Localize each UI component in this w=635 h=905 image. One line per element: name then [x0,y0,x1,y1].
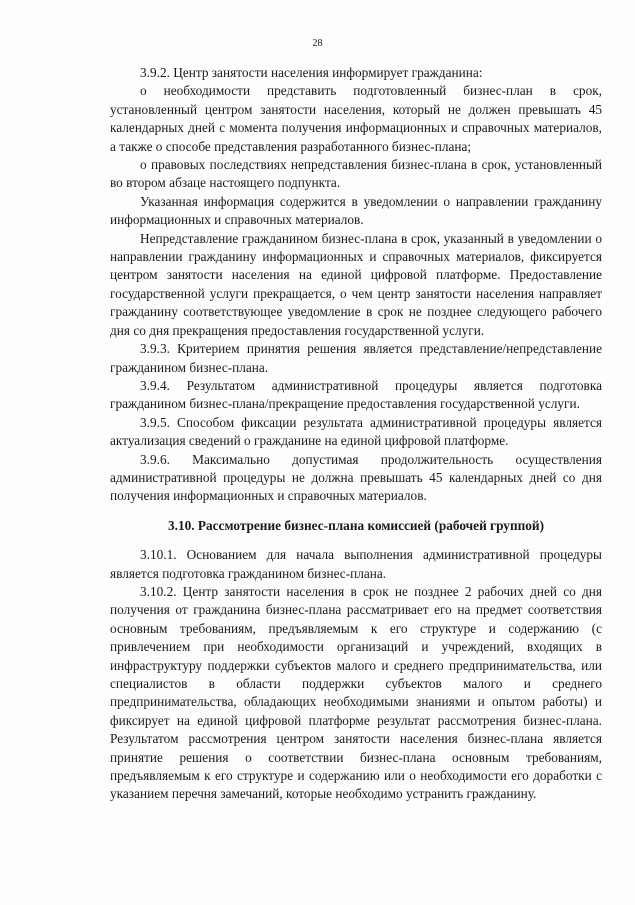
paragraph-3-9-3: 3.9.3. Критерием принятия решения является представление/непредставление гражданином бизнес-плана. [110,341,602,375]
paragraph-3-9-2-notice: Указанная информация содержится в уведомлении о направлении гражданину информационных и справочных материалов. [110,193,602,228]
paragraph-3-9-2-intro: 3.9.2. Центр занятости населения информирует гражданина: [140,65,483,80]
paragraph-3-10-1: 3.10.1. Основанием для начала выполнения административной процедуры является подготовка гражданином бизнес-плана. [110,547,602,581]
paragraph-3-10-2: 3.10.2. Центр занятости населения в срок не позднее 2 рабочих дней со дня получения от гражданина бизнес-плана рассматривает его на предмет соответствия основным требованиям, предъявляемым к его структуре и содержанию (с привлечением при необходимости организаций и учреждений, входящих в инфраструктуру поддержки субъектов малого и среднего предпринимательства, или специалистов в области поддержки субъектов малого и среднего предпринимательства, обладающих необходимыми знаниями и опытом работы) и фиксирует на единой цифровой платформе результат рассмотрения бизнес-плана. Результатом рассмотрения центром занятости населения бизнес-плана является принятие решения о соответствии бизнес-плана основным требованиям, предъявляемым к его структуре и содержанию или о необходимости его доработки с указанием перечня замечаний, которые необходимо устранить гражданину. [110,583,602,802]
paragraph-3-9-5: 3.9.5. Способом фиксации результата административной процедуры является актуализация сведений о гражданине на единой цифровой платформе. [110,414,602,449]
paragraph-3-9-4: 3.9.4. Результатом административной процедуры является подготовка гражданином бизнес-плана/прекращение предоставления государственной услуги. [110,377,602,412]
section-heading-3-10: 3.10. Рассмотрение бизнес-плана комиссией (рабочей группой) [167,517,545,533]
page-number: 28 [312,38,323,49]
paragraph-3-9-2-item-1: о необходимости представить подготовленный бизнес-план в срок, установленный центром занятости населения, который не должен превышать 45 календарных дней с момента получения информационных и справочных материалов, а также о способе представления разработанного бизнес-плана; [110,83,602,154]
paragraph-3-9-2-nonsubmission: Непредставление гражданином бизнес-плана в срок, указанный в уведомлении о направлении гражданину информационных и справочных материалов, фиксируется центром занятости населения на единой цифровой платформе. Предоставление государственной услуги прекращается, о чем центр занятости населения направляет гражданину соответствующее уведомление в срок не позднее следующего рабочего дня со дня прекращения предоставления государственной услуги. [110,230,602,338]
paragraph-3-9-6: 3.9.6. Максимально допустимая продолжительность осуществления административной процедуры не должна превышать 45 календарных дней со дня получения информационных и справочных материалов. [110,451,602,504]
paragraph-3-9-2-item-2: о правовых последствиях непредставления бизнес-плана в срок, установленный во втором абзаце настоящего подпункта. [110,157,602,191]
document-body [110,64,602,804]
